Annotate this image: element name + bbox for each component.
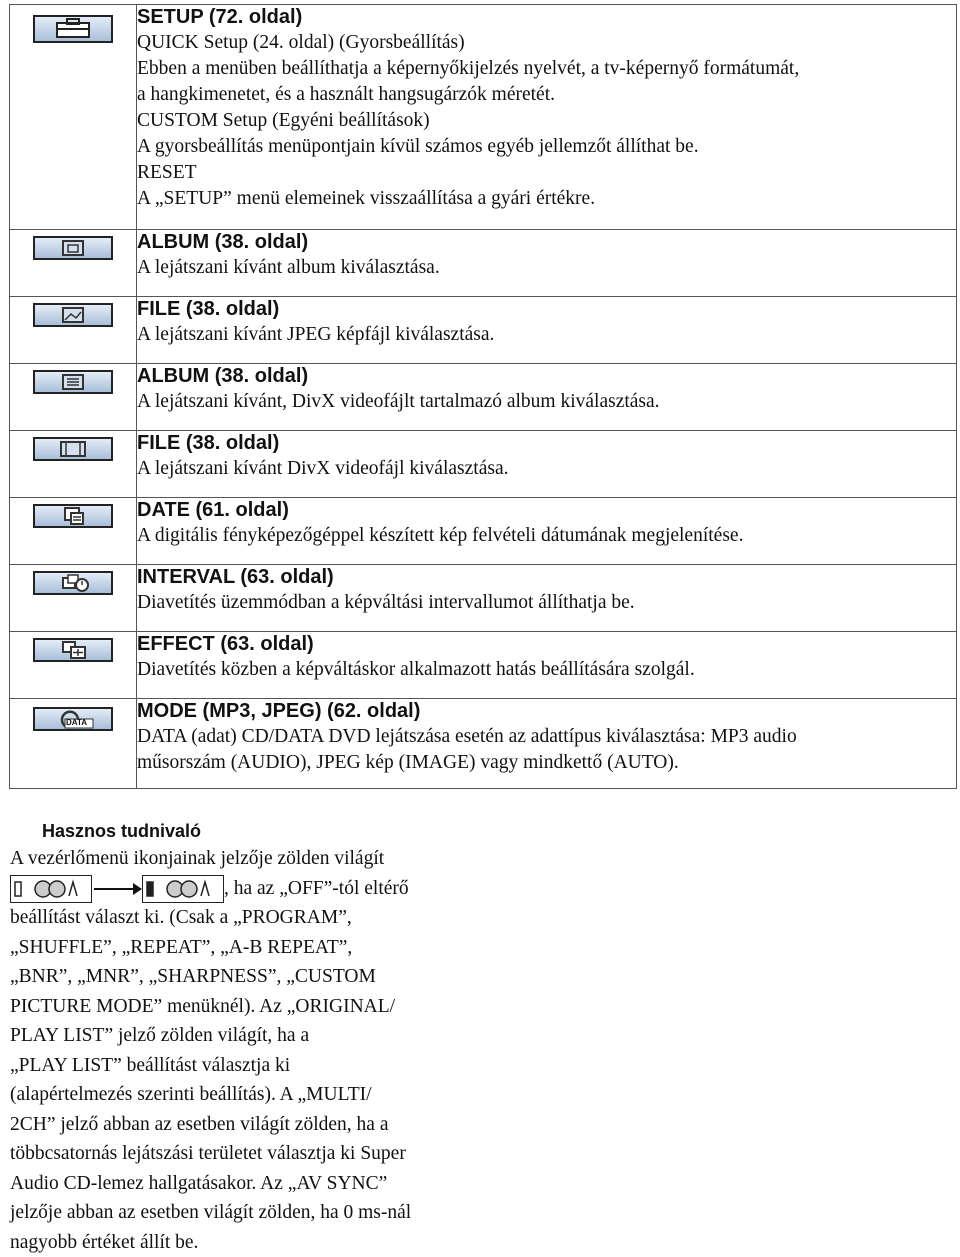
- hint-line: többcsatornás lejátszási területet választja ki Super: [10, 1143, 406, 1165]
- entry-text: A digitális fényképezőgéppel készített kép felvételi dátumának megjelenítése.: [137, 525, 744, 546]
- album-jpeg-icon: [33, 236, 113, 260]
- entry-text: CUSTOM Setup (Egyéni beállítások): [137, 110, 430, 131]
- icon-cell: [10, 5, 137, 230]
- table-row: [10, 5, 957, 230]
- entry-text: A lejátszani kívánt, DivX videofájlt tartalmazó album kiválasztása.: [137, 391, 660, 412]
- hint-box: [10, 818, 460, 1257]
- table-row: [10, 565, 957, 632]
- setup-toolbox-icon: [33, 15, 113, 43]
- interval-icon: [33, 571, 113, 595]
- arrow-icon: [94, 888, 140, 890]
- entry-text: RESET: [137, 162, 197, 183]
- menu-entry-mode: [137, 699, 957, 789]
- file-jpeg-icon: [33, 303, 113, 327]
- icon-cell: [10, 699, 137, 789]
- effect-icon: [33, 638, 113, 662]
- table-row: [10, 297, 957, 364]
- menu-entry-file-jpeg: [137, 297, 957, 364]
- table-row: [10, 364, 957, 431]
- hint-indicator-line: [10, 874, 460, 904]
- album-divx-icon: [33, 370, 113, 394]
- file-divx-icon: [33, 437, 113, 461]
- hint-line: „PLAY LIST” beállítást választja ki: [10, 1054, 291, 1076]
- control-menu-table: [9, 4, 957, 789]
- entry-text: Diavetítés közben a képváltáskor alkalmazott hatás beállítására szolgál.: [137, 659, 695, 680]
- hint-line: , ha az „OFF”-tól eltérő: [224, 877, 409, 899]
- entry-text: Diavetítés üzemmódban a képváltási intervallumot állíthatja be.: [137, 592, 635, 613]
- entry-text: a hangkimenetet, és a használt hangsugárzók méretét.: [137, 84, 555, 105]
- entry-title: ALBUM (38. oldal): [137, 231, 309, 253]
- entry-title: FILE (38. oldal): [137, 298, 280, 320]
- hint-line: 2CH” jelző abban az esetben világít zölden, ha a: [10, 1113, 389, 1135]
- icon-cell: [10, 364, 137, 431]
- data-icon-label: DATA: [66, 718, 88, 727]
- indicator-off-icon: [10, 875, 92, 903]
- entry-title: INTERVAL (63. oldal): [137, 566, 334, 588]
- entry-text: műsorszám (AUDIO), JPEG kép (IMAGE) vagy mindkettő (AUTO).: [137, 752, 679, 773]
- hint-line: „SHUFFLE”, „REPEAT”, „A-B REPEAT”,: [10, 936, 353, 958]
- menu-entry-date: [137, 498, 957, 565]
- menu-entry-album-divx: [137, 364, 957, 431]
- hint-body: [10, 844, 460, 1257]
- entry-title: SETUP (72. oldal): [137, 6, 303, 28]
- hint-line: A vezérlőmenü ikonjainak jelzője zölden világít: [10, 848, 385, 869]
- menu-entry-interval: [137, 565, 957, 632]
- icon-cell: [10, 431, 137, 498]
- menu-entry-effect: [137, 632, 957, 699]
- icon-cell: [10, 230, 137, 297]
- entry-title: ALBUM (38. oldal): [137, 365, 309, 387]
- hint-line: nagyobb értéket állít be.: [10, 1231, 199, 1253]
- entry-text: QUICK Setup (24. oldal) (Gyorsbeállítás): [137, 32, 465, 53]
- hint-title: Hasznos tudnivaló: [42, 821, 202, 841]
- menu-entry-file-divx: [137, 431, 957, 498]
- table-row: [10, 699, 957, 789]
- table-row: [10, 230, 957, 297]
- menu-entry-setup: [137, 5, 957, 230]
- menu-entry-album-jpeg: [137, 230, 957, 297]
- entry-title: MODE (MP3, JPEG) (62. oldal): [137, 700, 421, 722]
- hint-line: PICTURE MODE” menüknél). Az „ORIGINAL/: [10, 995, 396, 1017]
- hint-line: PLAY LIST” jelző zölden világít, ha a: [10, 1025, 310, 1047]
- hint-line: (alapértelmezés szerinti beállítás). A „MULTI/: [10, 1084, 372, 1106]
- entry-title: FILE (38. oldal): [137, 432, 280, 454]
- mode-data-icon: [33, 707, 113, 731]
- icon-cell: [10, 565, 137, 632]
- date-icon: [33, 504, 113, 528]
- entry-text: A lejátszani kívánt album kiválasztása.: [137, 257, 440, 278]
- entry-text: A lejátszani kívánt JPEG képfájl kiválasztása.: [137, 324, 495, 345]
- hint-line: beállítást választ ki. (Csak a „PROGRAM”,: [10, 907, 352, 929]
- table-row: [10, 498, 957, 565]
- hint-line: jelzője abban az esetben világít zölden, ha 0 ms-nál: [10, 1202, 412, 1224]
- entry-title: DATE (61. oldal): [137, 499, 289, 521]
- hint-line: Audio CD-lemez hallgatásakor. Az „AV SYNC”: [10, 1172, 388, 1194]
- entry-text: A lejátszani kívánt DivX videofájl kiválasztása.: [137, 458, 509, 479]
- entry-text: A „SETUP” menü elemeinek visszaállítása a gyári értékre.: [137, 188, 596, 209]
- entry-text: DATA (adat) CD/DATA DVD lejátszása esetén az adattípus kiválasztása: MP3 audio: [137, 726, 797, 747]
- entry-title: EFFECT (63. oldal): [137, 633, 314, 655]
- icon-cell: [10, 498, 137, 565]
- icon-cell: [10, 632, 137, 699]
- indicator-on-icon: [142, 875, 224, 903]
- entry-text: Ebben a menüben beállíthatja a képernyőkijelzés nyelvét, a tv-képernyő formátumát,: [137, 58, 800, 79]
- table-row: [10, 632, 957, 699]
- table-row: [10, 431, 957, 498]
- entry-text: A gyorsbeállítás menüpontjain kívül számos egyéb jellemzőt állíthat be.: [137, 136, 699, 157]
- icon-cell: [10, 297, 137, 364]
- hint-line: „BNR”, „MNR”, „SHARPNESS”, „CUSTOM: [10, 966, 376, 988]
